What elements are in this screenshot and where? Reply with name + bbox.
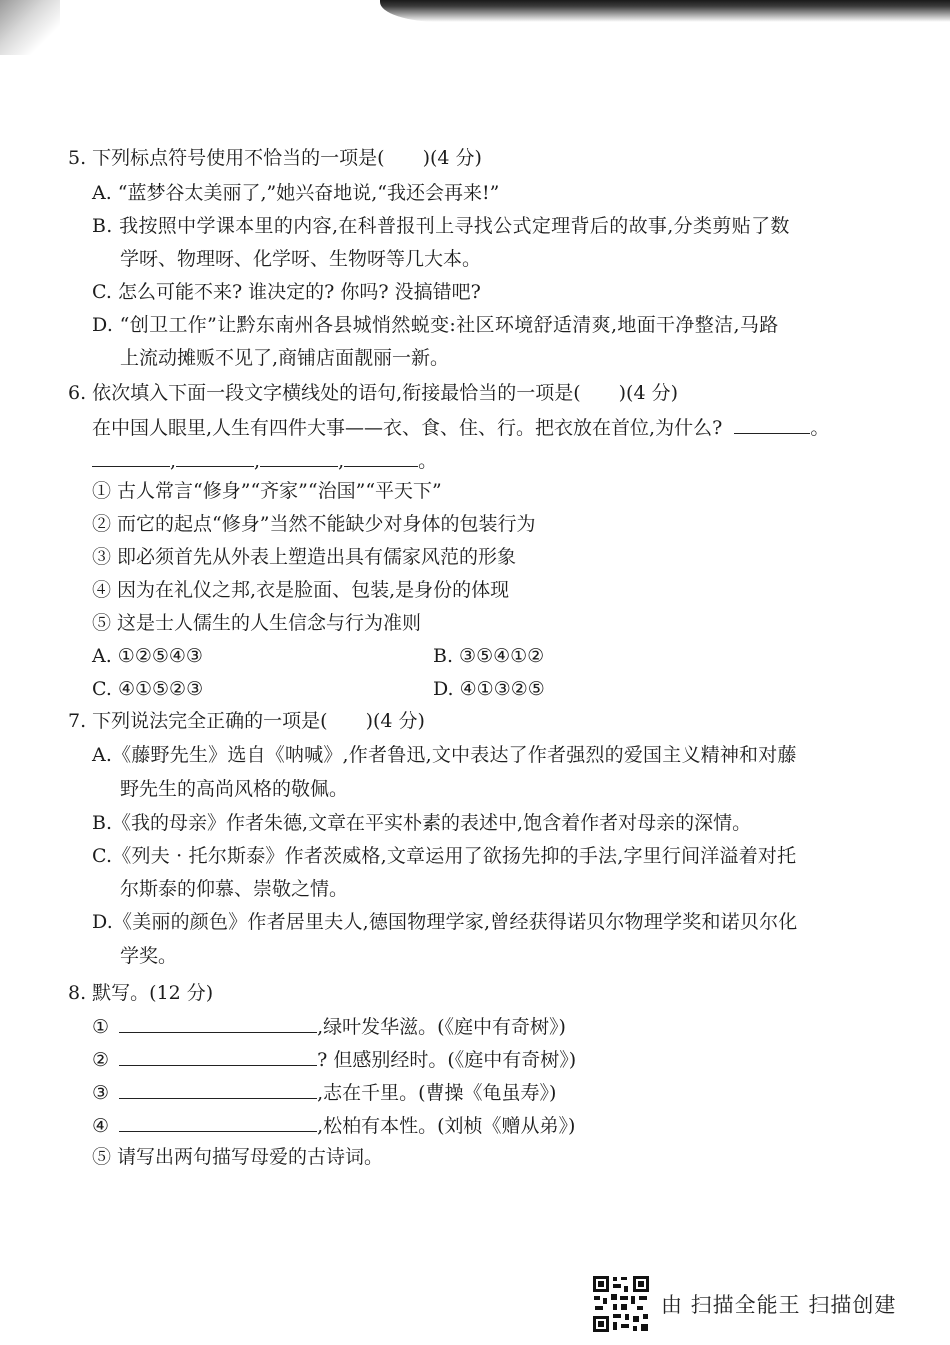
q8-item-3-text: ,志在千里。(曹操《龟虽寿》) [317, 1082, 557, 1104]
q5-option-d-line2: 上流动摊贩不见了,商铺店面靓丽一新。 [120, 347, 450, 369]
q7-option-a-line1[interactable]: A.《藤野先生》选自《呐喊》,作者鲁迅,文中表达了作者强烈的爱国主义精神和对藤 [92, 744, 797, 766]
scan-corner-shadow [0, 0, 60, 55]
q8-item-3-number: ③ [92, 1082, 110, 1104]
q8-item-1-text: ,绿叶发华滋。(《庭中有奇树》) [317, 1016, 566, 1038]
fill-blank-1[interactable] [734, 413, 810, 434]
q6-option-c[interactable]: C. ④①⑤②③ [92, 678, 204, 700]
q6-passage: 在中国人眼里,人生有四件大事——衣、食、住、行。把衣放在首位,为什么? [92, 417, 723, 439]
q8-item-2 [92, 1045, 576, 1073]
q6-sentence-1: ① 古人常言“修身”“齐家”“治国”“平天下” [92, 480, 442, 502]
fill-blank-3[interactable] [176, 446, 254, 467]
q6-passage-line1: 在中国人眼里,人生有四件大事——衣、食、住、行。把衣放在首位,为什么? 。 [92, 413, 829, 441]
fill-blank-5[interactable] [344, 446, 418, 467]
q5-option-b-line2: 学呀、物理呀、化学呀、生物呀等几大本。 [120, 248, 482, 270]
q8-stem: 8. 默写。(12 分) [68, 982, 214, 1004]
q7-stem: 7. 下列说法完全正确的一项是( )(4 分) [68, 710, 425, 732]
q6-option-a[interactable]: A. ①②⑤④③ [92, 645, 203, 667]
q6-sentence-4: ④ 因为在礼仪之邦,衣是脸面、包装,是身份的体现 [92, 579, 510, 601]
q8-item-1 [92, 1012, 566, 1040]
q6-sentence-5: ⑤ 这是士人儒生的人生信念与行为准则 [92, 612, 422, 634]
q7-option-a-line2: 野先生的高尚风格的敬佩。 [120, 778, 349, 800]
q7-option-c-line1[interactable]: C.《列夫 · 托尔斯泰》作者茨威格,文章运用了欲扬先抑的手法,字里行间洋溢着对托 [92, 845, 797, 867]
recitation-blank-4[interactable] [119, 1111, 317, 1132]
q5-option-c[interactable]: C. 怎么可能不来? 谁决定的? 你吗? 没搞错吧? [92, 281, 481, 303]
recitation-blank-1[interactable] [119, 1012, 317, 1033]
q8-item-4-text: ,松柏有本性。(刘桢《赠从弟》) [317, 1115, 576, 1137]
q5-option-b-line1[interactable]: B. 我按照中学课本里的内容,在科普报刊上寻找公式定理背后的故事,分类剪贴了数 [92, 215, 790, 237]
q6-sentence-2: ② 而它的起点“修身”当然不能缺少对身体的包装行为 [92, 513, 536, 535]
q8-item-4-number: ④ [92, 1115, 110, 1137]
q7-option-d-line2: 学奖。 [120, 945, 178, 967]
q6-sentence-3: ③ 即必须首先从外表上塑造出具有儒家风范的形象 [92, 546, 517, 568]
q6-passage-line2: , , , 。 [92, 446, 437, 474]
q5-option-a[interactable]: A. “蓝梦谷太美丽了,”她兴奋地说,“我还会再来!” [92, 182, 500, 204]
q8-item-3 [92, 1078, 556, 1106]
recitation-blank-2[interactable] [119, 1045, 317, 1066]
q6-option-b[interactable]: B. ③⑤④①② [433, 645, 545, 667]
q5-option-d-line1[interactable]: D. “创卫工作”让黔东南州各县城悄然蜕变:社区环境舒适清爽,地面干净整洁,马路 [92, 314, 779, 336]
q6-option-d[interactable]: D. ④①③②⑤ [433, 678, 545, 700]
q8-item-2-text: ? 但感别经时。(《庭中有奇树》) [317, 1049, 577, 1071]
q5-stem: 5. 下列标点符号使用不恰当的一项是( )(4 分) [68, 147, 482, 169]
q7-option-b[interactable]: B.《我的母亲》作者朱德,文章在平实朴素的表述中,饱含着作者对母亲的深情。 [92, 812, 752, 834]
q7-option-d-line1[interactable]: D.《美丽的颜色》作者居里夫人,德国物理学家,曾经获得诺贝尔物理学奖和诺贝尔化 [92, 911, 798, 933]
q6-stem: 6. 依次填入下面一段文字横线处的语句,衔接最恰当的一项是( )(4 分) [68, 382, 678, 404]
q8-item-1-number: ① [92, 1016, 110, 1038]
scanner-watermark [591, 1272, 941, 1336]
q8-item-4 [92, 1111, 575, 1139]
q7-option-c-line2: 尔斯泰的仰慕、崇敬之情。 [120, 878, 349, 900]
watermark-text: 由 扫描全能王 扫描创建 [661, 1293, 897, 1317]
qr-code-icon [591, 1274, 651, 1334]
q8-item-5: ⑤ 请写出两句描写母爱的古诗词。 [92, 1146, 384, 1168]
q8-item-2-number: ② [92, 1049, 110, 1071]
fill-blank-4[interactable] [260, 446, 338, 467]
recitation-blank-3[interactable] [119, 1078, 317, 1099]
fill-blank-2[interactable] [92, 446, 170, 467]
scan-edge-shadow [380, 0, 950, 22]
